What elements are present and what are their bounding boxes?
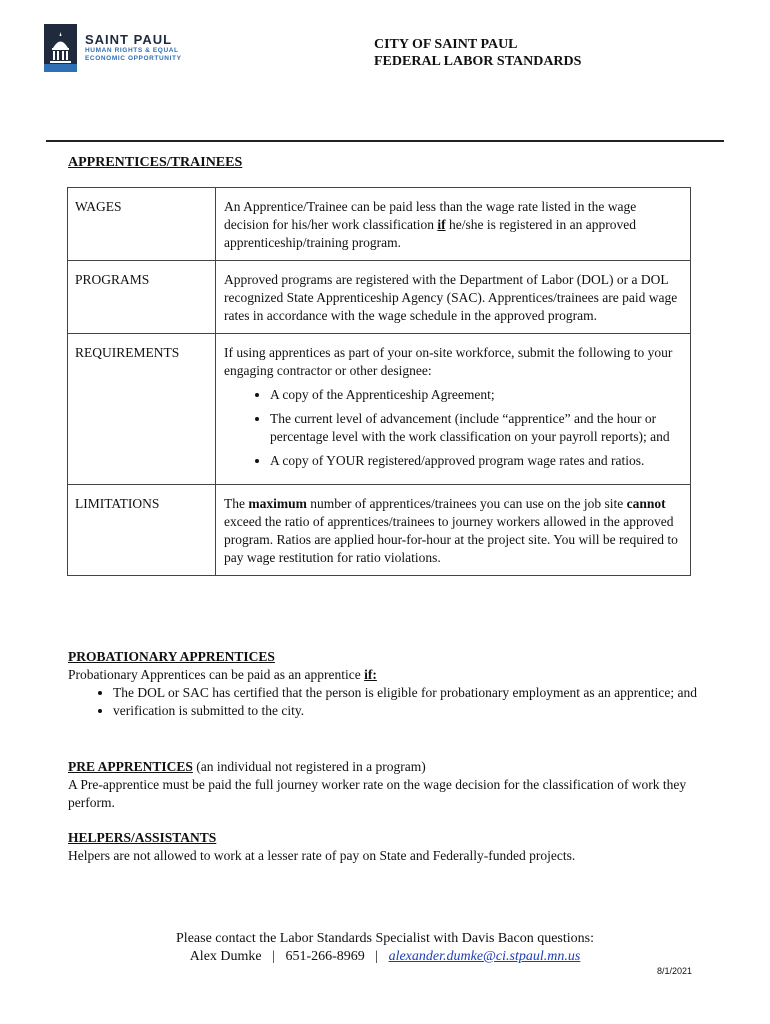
contact-name: Alex Dumke: [189, 949, 262, 964]
contact-email-link[interactable]: alexander.dumke@ci.stpaul.mn.us: [388, 949, 581, 964]
footer: [0, 930, 770, 966]
section-title-helpers: HELPERS/ASSISTANTS: [68, 830, 217, 845]
table-row-wages: [68, 188, 691, 261]
limitations-mid: number of apprentices/trainees you can use on the job site: [306, 496, 627, 511]
header-divider: [46, 140, 724, 142]
section-probationary: [68, 648, 708, 720]
table-row-programs: [68, 261, 691, 334]
list-item: • The current level of advancement (include “apprentice” and the hour or percentage level with the work classification on your payroll reports); and: [270, 410, 682, 446]
probationary-intro: [68, 666, 708, 684]
row-label-requirements: REQUIREMENTS: [68, 334, 216, 485]
capitol-dome-icon: [44, 24, 77, 72]
separator: |: [375, 949, 379, 964]
footer-contact: [0, 948, 770, 966]
section-pre-apprentices: [68, 758, 708, 812]
section-title-pre: PRE APPRENTICES: [68, 759, 193, 774]
row-label-programs: PROGRAMS: [68, 261, 216, 334]
row-body-programs: Approved programs are registered with the Department of Labor (DOL) or a DOL recognized State Apprenticeship Agency (SAC). Apprentices/trainees are paid wage rates in accordance with the wage schedule in the approved program.: [216, 261, 691, 334]
list-item: • The DOL or SAC has certified that the person is eligible for probationary employment as an apprentice; and: [113, 684, 708, 702]
row-body-wages: [216, 188, 691, 261]
header-line1: CITY OF SAINT PAUL: [374, 37, 518, 52]
footer-line1: Please contact the Labor Standards Specialist with Davis Bacon questions:: [176, 931, 594, 946]
logo-subtitle-line1: HUMAN RIGHTS & EQUAL: [85, 47, 179, 54]
row-body-requirements: [216, 334, 691, 485]
wages-text-a: An Apprentice/Trainee can be paid less than the wage rate listed in the wage decision for his/her work classification: [224, 199, 637, 232]
limitations-rest: exceed the ratio of apprentices/trainees to journey workers allowed in the approved program. Ratios are applied hour-for-hour at the project site. You will be required to pay wage restitution for ratio violations.: [224, 514, 678, 565]
list-item: • A copy of YOUR registered/approved program wage rates and ratios.: [270, 452, 682, 470]
requirements-intro: If using apprentices as part of your on-site workforce, submit the following to your engaging contractor or other designee:: [224, 345, 673, 378]
table-row-limitations: [68, 485, 691, 576]
header-line2: FEDERAL LABOR STANDARDS: [374, 54, 582, 69]
limitations-maximum: maximum: [248, 496, 307, 511]
row-body-limitations: [216, 485, 691, 576]
pre-note: (an individual not registered in a program): [192, 759, 426, 774]
probationary-intro-text: Probationary Apprentices can be paid as an apprentice: [68, 667, 365, 682]
section-helpers: [68, 829, 708, 865]
list-item: • A copy of the Apprenticeship Agreement;: [270, 386, 682, 404]
row-label-wages: WAGES: [68, 188, 216, 261]
limitations-cannot: cannot: [626, 496, 666, 511]
wages-if: if: [437, 217, 446, 232]
probationary-list: [68, 684, 708, 720]
wages-text-b: he/she is registered in an approved apprenticeship/training program.: [224, 217, 637, 250]
logo-subtitle-line2: ECONOMIC OPPORTUNITY: [85, 55, 182, 62]
row-label-limitations: LIMITATIONS: [68, 485, 216, 576]
apprentices-table: [67, 187, 691, 576]
pre-heading: [68, 758, 708, 776]
requirements-list: [224, 386, 682, 470]
document-header: [374, 36, 581, 70]
logo-title: SAINT PAUL: [85, 32, 173, 47]
probationary-if: if:: [364, 667, 377, 682]
contact-phone: 651-266-8969: [285, 949, 365, 964]
separator: |: [272, 949, 275, 964]
helpers-text: Helpers are not allowed to work at a lesser rate of pay on State and Federally-funded projects.: [68, 848, 576, 863]
logo-text: [85, 33, 182, 63]
pre-text: A Pre-apprentice must be paid the full journey worker rate on the wage decision for the classification of work they perform.: [68, 777, 687, 810]
document-date: 8/1/2021: [657, 966, 693, 976]
list-item: • verification is submitted to the city.: [113, 702, 708, 720]
table-row-requirements: [68, 334, 691, 485]
limitations-the: The: [224, 496, 249, 511]
logo: [44, 24, 182, 72]
section-title-apprentices: APPRENTICES/TRAINEES: [68, 155, 243, 170]
section-title-probationary: PROBATIONARY APPRENTICES: [68, 649, 275, 664]
